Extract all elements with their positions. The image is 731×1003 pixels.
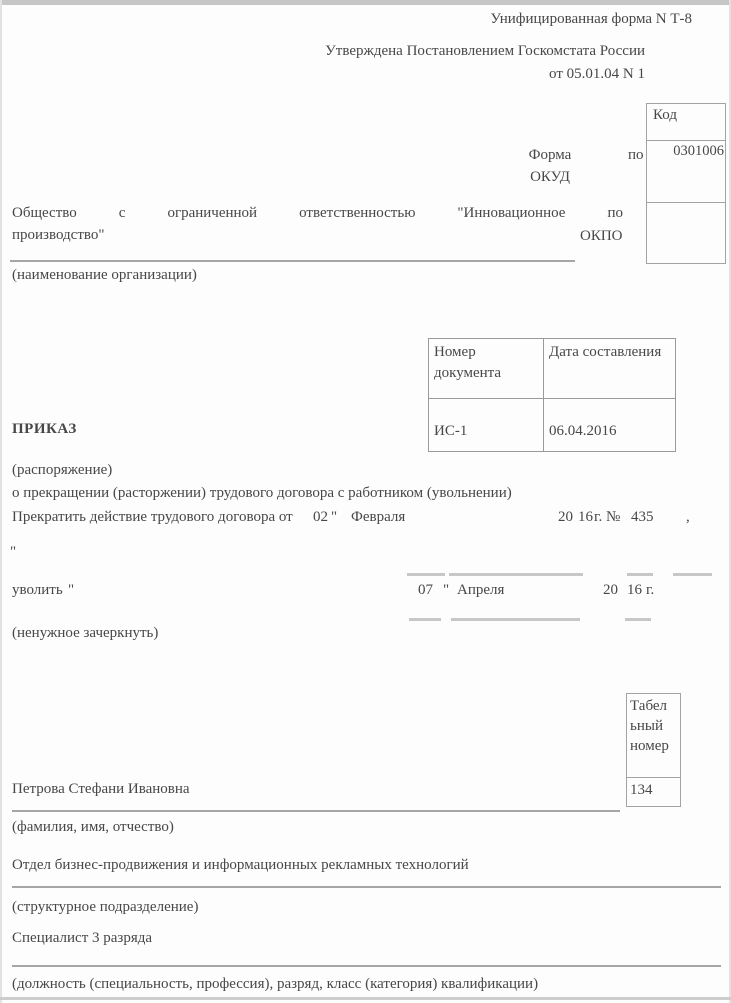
stray-quote: " [10, 544, 17, 560]
doc-table-header-row [429, 339, 675, 399]
okud-label: ОКУД [530, 169, 570, 185]
approved-date-label: от 05.01.04 N 1 [549, 66, 645, 82]
employee-name-underline [12, 810, 620, 812]
dismiss-month-underline [451, 618, 580, 621]
employee-name: Петрова Стефани Ивановна [12, 781, 190, 797]
organization-name-line2: производство" [12, 227, 105, 243]
position-caption: (должность (специальность, профессия), разряд, класс (категория) квалификации) [12, 976, 539, 992]
terminate-year-suffix: г. № [594, 509, 621, 525]
terminate-day: 02 [313, 509, 328, 525]
terminate-comma: , [686, 509, 690, 525]
dismiss-month: Апреля [457, 582, 505, 598]
dismiss-month-topline [449, 573, 583, 576]
order-subject: о прекращении (расторжении) трудового договора с работником (увольнении) [12, 485, 512, 501]
employee-name-caption: (фамилия, имя, отчество) [12, 819, 174, 835]
dismiss-extra-blankline [673, 573, 712, 576]
dismiss-label: уволить [12, 582, 63, 598]
personnel-number-value: 134 [630, 782, 653, 798]
personnel-number-box [626, 693, 681, 807]
terminate-year: 16 [578, 509, 593, 525]
code-box [646, 103, 726, 264]
order-subtitle: (распоряжение) [12, 462, 113, 478]
department-value: Отдел бизнес-продвижения и информационных рекламных технологий [12, 857, 469, 873]
dismiss-year-prefix: 20 [603, 582, 618, 598]
doc-number-value: ИС-1 [429, 399, 544, 451]
doc-date-value: 06.04.2016 [549, 423, 617, 439]
dismiss-open-quote: " [68, 582, 75, 598]
doc-table-value-row [429, 399, 675, 451]
okpo-label: ОКПО [580, 228, 623, 244]
personnel-number-header-line3: номер [630, 738, 669, 754]
personnel-number-header-line1: Табел [630, 698, 668, 714]
dismiss-day: 07 [418, 582, 433, 598]
approved-by-label: Утверждена Постановлением Госкомстата России [325, 43, 645, 59]
strike-caption: (ненужное зачеркнуть) [12, 625, 159, 641]
okud-code-cell: 0301006 [647, 141, 725, 203]
doc-date-header: Дата составления [549, 344, 662, 360]
document-number-table [428, 338, 676, 452]
okpo-code-cell [647, 203, 725, 263]
organization-name-line1: Общество с ограниченной ответственностью "Инновационное по [12, 205, 623, 221]
dismiss-day-underline [409, 618, 441, 621]
order-title: ПРИКАЗ [12, 421, 77, 437]
organization-caption: (наименование организации) [12, 267, 197, 283]
dismiss-day-topline [407, 573, 445, 576]
po-label: по [628, 147, 644, 163]
personnel-number-header [627, 694, 680, 778]
dismiss-year-underline [625, 618, 651, 621]
code-header-cell: Код [647, 104, 725, 141]
forma-label: Форма [528, 147, 572, 163]
terminate-month: Февраля [351, 509, 406, 525]
terminate-prefix: Прекратить действие трудового договора от [12, 509, 293, 525]
position-value: Специалист 3 разряда [12, 930, 153, 946]
unified-form-label: Унифицированная форма N Т-8 [490, 11, 692, 27]
personnel-number-header-line2: ьный [630, 718, 663, 734]
dismiss-year-suffix: г. [646, 582, 655, 598]
department-underline [12, 886, 721, 888]
dismiss-close-quote: " [443, 582, 450, 598]
forma-okud-label [505, 144, 595, 188]
organization-underline [10, 260, 575, 262]
department-caption: (структурное подразделение) [12, 899, 199, 915]
doc-number-header: Номер документа [429, 339, 544, 398]
terminate-year-prefix: 20 [558, 509, 573, 525]
terminate-number: 435 [631, 509, 654, 525]
dismiss-year: 16 [627, 582, 642, 598]
terminate-quote: " [331, 509, 338, 525]
position-underline [12, 965, 721, 967]
dismiss-year-topline [627, 573, 653, 576]
